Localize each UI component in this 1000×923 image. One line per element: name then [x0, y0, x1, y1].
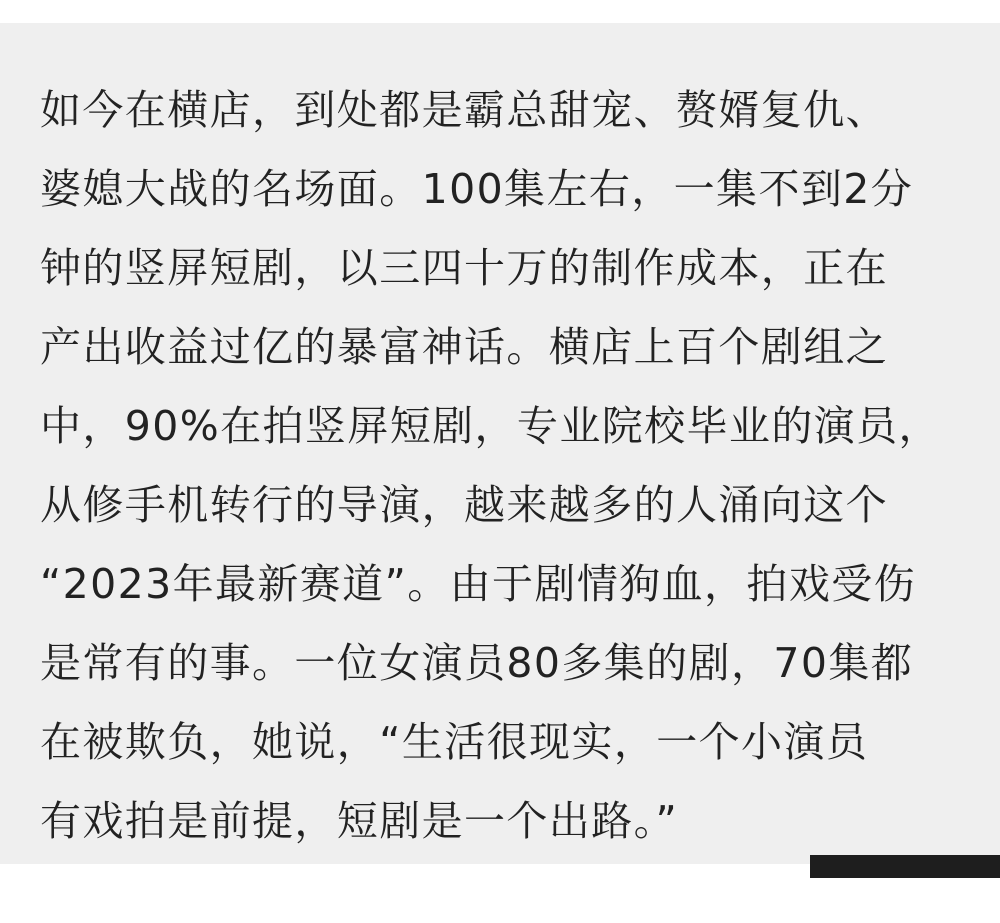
paragraph-line: 有戏拍是前提，短剧是一个出路。” [40, 797, 679, 845]
paragraph-line: 是常有的事。一位女演员80多集的剧，70集都 [40, 639, 914, 687]
paragraph-line: “2023年最新赛道”。由于剧情狗血，拍戏受伤 [40, 560, 917, 608]
paragraph-line: 在被欺负，她说，“生活很现实，一个小演员 [40, 718, 869, 766]
paragraph-line: 钟的竖屏短剧，以三四十万的制作成本，正在 [40, 244, 888, 292]
paragraph-line: 婆媳大战的名场面。100集左右，一集不到2分 [40, 165, 914, 213]
paragraph-line: 产出收益过亿的暴富神话。横店上百个剧组之 [40, 323, 888, 371]
paragraph-line: 从修手机转行的导演，越来越多的人涌向这个 [40, 481, 888, 529]
article-paragraph [40, 71, 970, 861]
paragraph-line: 中，90%在拍竖屏短剧，专业院校毕业的演员， [40, 402, 941, 450]
text-card [0, 23, 1000, 864]
paragraph-line: 如今在横店，到处都是霸总甜宠、赘婿复仇、 [40, 86, 888, 134]
decorative-corner-bar [810, 855, 1000, 878]
